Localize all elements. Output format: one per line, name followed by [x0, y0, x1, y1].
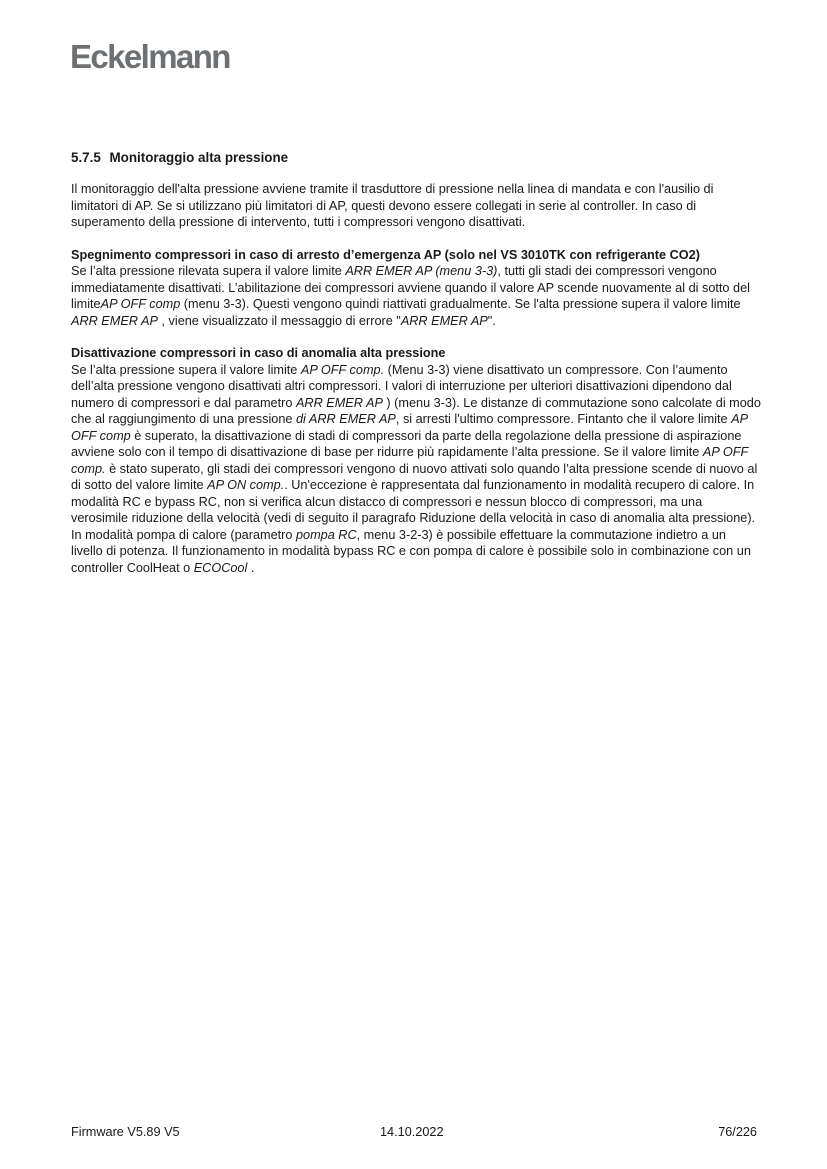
text-run: è stato superato, gli stadi dei compressori vengono di nuovo attivati solo quando l’alta pressione scende di nuovo al di sotto del valore limite — [71, 461, 758, 492]
italic-term: di ARR EMER AP — [296, 412, 396, 426]
italic-term: pompa RC — [295, 527, 357, 542]
text-run: , viene visualizzato il messaggio di errore " — [157, 313, 401, 328]
italic-term: ARR EMER AP — [71, 313, 158, 328]
intro-paragraph: Il monitoraggio dell'alta pressione avviene tramite il trasduttore di pressione nella linea di mandata e con l'ausilio di limitatori di AP. Se si utilizzano più limitatori di AP, questi devono essere collegati in serie al controller. In caso di superamento della pressione di intervento, tutti i compressori vengono disattivati. — [71, 182, 714, 229]
text-run: . Un'eccezione è rappresentata dal funzionamento in modalità recupero di calore. In modalità RC e bypass RC, non si verifica alcun distacco di compressori e nessun blocco di compressori, ma una verosimile riduzione della velocità (vedi di seguito il paragrafo Riduzione della velocità in caso di anomalia alta pressione). In modalità pompa di calore (parametro — [71, 478, 756, 542]
italic-term: AP OFF comp — [71, 412, 748, 443]
emergency-paragraph — [71, 247, 761, 330]
italic-term: ARR EMER AP — [400, 313, 488, 328]
text-run: , menu 3-2-3) è possibile effettuare la commutazione indietro a un livello di potenza. Il funzionamento in modalità bypass RC e con pompa di calore è possibile solo in combinazione con un controller CoolHeat o — [71, 527, 751, 575]
eckelmann-logo: Eckelmann — [70, 38, 230, 75]
text-run: , tutti gli stadi dei compressori vengono immediatamente disattivati. L’abilitazione dei compressori avviene quando il valore AP scende nuovamente al di sotto del limite — [71, 264, 750, 311]
italic-term: ARR EMER AP (menu 3-3) — [345, 264, 498, 278]
italic-term: AP OFF comp. — [71, 445, 749, 476]
text-run: Se l’alta pressione supera il valore limite — [71, 362, 301, 377]
footer-page-number: 76/226 — [718, 1125, 757, 1139]
emergency-subheading: Spegnimento compressori in caso di arresto d’emergenza AP (solo nel VS 3010TK con refrigerante CO2) — [71, 247, 700, 262]
text-run: è superato, la disattivazione di stadi di compressori da parte della regolazione della pressione di aspirazione avviene solo con il tempo di disattivazione di base per ridurre più rapidamente l’alta pressione. Se il valore limite — [71, 428, 742, 459]
text-run: , si arresti l'ultimo compressore. Fintanto che il valore limite — [395, 412, 732, 426]
anomaly-paragraph — [71, 345, 761, 576]
text-run: Se l’alta pressione rilevata supera il valore limite — [71, 264, 346, 278]
text-run: (menu 3-3). Questi vengono quindi riattivati gradualmente. Se l'alta pressione supera il valore limite — [180, 297, 741, 311]
footer-firmware: Firmware V5.89 V5 — [71, 1125, 180, 1139]
italic-term: ECOCool — [193, 560, 248, 575]
page-footer — [71, 1124, 757, 1142]
italic-term: ARR EMER AP — [295, 395, 383, 410]
section-title: Monitoraggio alta pressione — [109, 150, 289, 165]
italic-term: AP OFF comp. — [300, 362, 385, 377]
footer-date: 14.10.2022 — [380, 1125, 444, 1139]
section-number: 5.7.5 — [71, 150, 101, 165]
anomaly-subheading: Disattivazione compressori in caso di anomalia alta pressione — [71, 346, 446, 360]
section-heading — [71, 149, 761, 167]
text-run: ". — [487, 313, 496, 328]
text-run: ) (menu 3-3). Le distanze di commutazione sono calcolate di modo che al raggiungimento di una pressione — [71, 395, 761, 426]
italic-term: AP ON comp. — [207, 478, 285, 492]
text-run: . — [247, 560, 255, 575]
italic-term: AP OFF comp — [100, 297, 181, 311]
page-content — [71, 149, 761, 592]
text-run: (Menu 3-3) viene disattivato un compressore. Con l’aumento dell’alta pressione vengono disattivati altri compressori. I valori di interruzione per ulteriori disattivazioni dipendono dal numero di compressori e dal parametro — [71, 362, 732, 410]
